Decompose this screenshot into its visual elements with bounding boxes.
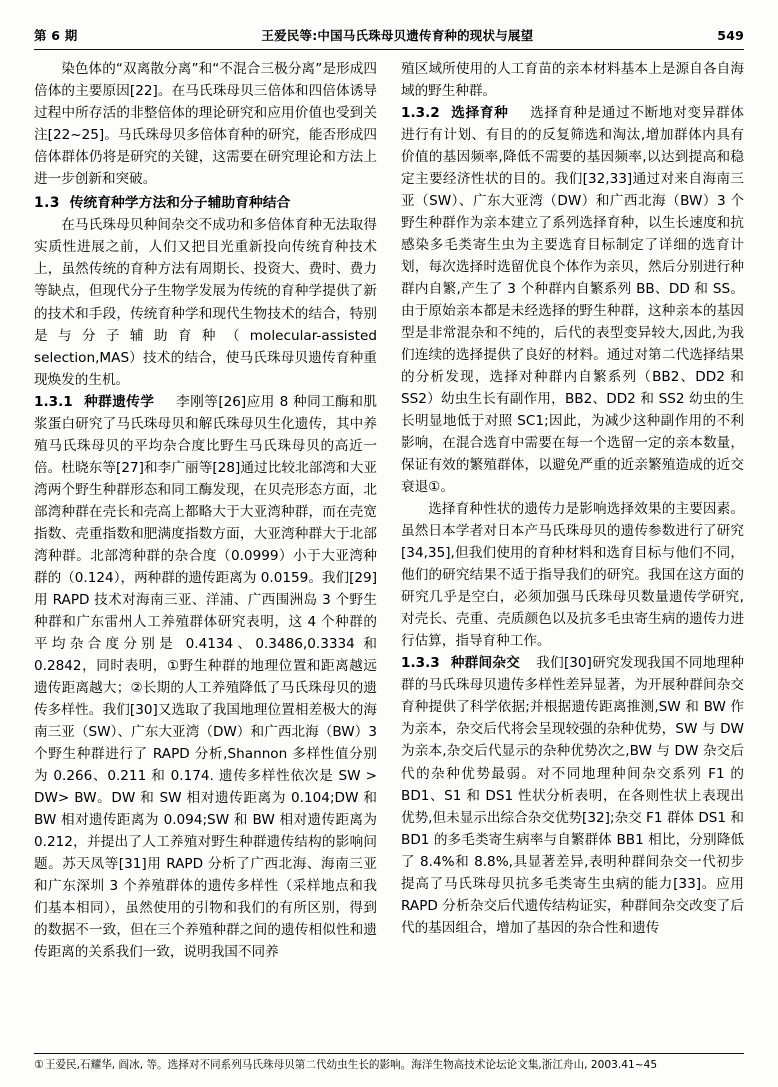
section-number: 1.3.2 <box>401 105 440 122</box>
right-column <box>401 58 744 1023</box>
paragraph: 我们[30]研究发现我国不同地理种群的马氏珠母贝遗传多样性差异显著，为开展种群间杂交育种提供了科学依据;并根据遗传距离推测,SW 和 BW 作为亲本，杂交后代将会呈现较强的杂种优势，SW 与 DW 为亲本,杂交后代显示的杂种优势次之,BW 与 DW 杂交后代的杂种优势最弱。对不同地理种间杂交系列 F1 的 BD1、S1 和 DS1 性状分析表明，在各则性状上表现出优势,但未显示出综合杂交优势[32];杂交 F1 群体 DS1 和 BD1 的多毛类寄生病率与自繁群体 BB1 相比，分别降低了 8.4%和 8.8%,具显著差异,表明种群间杂交一代初步提高了马氏珠母贝抗多毛类寄生虫病的能力[33]。应用 RAPD 分析杂交后代遗传结构证实，种群间杂交改变了后代的基因组合，增加了基因的杂合性和遗传 <box>401 655 744 936</box>
paragraph: 选择育种是通过不断地对变异群体进行有计划、有目的的反复筛选和淘汰,增加群体内具有价值的基因频率,降低不需要的基因频率,以达到提高和稳定主要经济性状的目的。我们[32,33]通过对来自海南三亚（SW）、广东大亚湾（DW）和广西北海（BW）3 个野生种群作为亲本建立了系列选择育种，以生长速度和抗感染多毛类寄生虫为主要选育目标制定了详细的选育计划，每次选择时选留优良个体作为亲贝，然后分别进行种群内自繁,产生了 3 个种群内自繁系列 BB、DD 和 SS。由于原始亲本都是未经选择的野生种群，这种亲本的基因型是非常混杂和不纯的，后代的表型变异较大,因此,为我们连续的选择提供了良好的材料。通过对第二代选择结果的分析发现，选择对种群内自繁系列（BB2、DD2 和 SS2）幼虫生长有副作用，BB2、DD2 和 SS2 幼虫的生长明显地低于对照 SC1;因此，为减少这种副作用的不利影响，在混合选育中需要在每一个选留一定的亲本数量，保证有效的繁殖群体，以避免严重的近亲繁殖造成的近交衰退①。 <box>401 105 745 496</box>
body-columns <box>34 58 744 1023</box>
paragraph: 在马氏珠母贝种间杂交不成功和多倍体育种无法取得实质性进展之前，人们又把目光重新投向传统育种技术上，虽然传统的育种方法有周期长、投资大、费时、费力等缺点，但现代分子生物学发展为传统的育种学提供了新的技术和手段，传统育种学和现代生物技术的结合，特别是与分子辅助育种（molecular-assisted selection,MAS）技术的结合，使马氏珠母贝遗传育种重现焕发的生机。 <box>34 217 377 388</box>
section-number: 1.3 <box>34 195 60 212</box>
section-heading-1-3 <box>34 192 377 214</box>
footnote-text: 王爱民,石耀华, 阎冰, 等。选择对不同系列马氏珠母贝第二代幼虫生长的影响。海洋生物高技术论坛论文集,浙江舟山, 2003.41~45 <box>44 1058 658 1071</box>
section-title: 种群遗传学 <box>83 393 155 410</box>
section-title: 选择育种 <box>450 105 509 122</box>
section-heading-1-3-2 <box>401 102 744 498</box>
header-rule <box>34 49 744 50</box>
page-header <box>34 26 744 47</box>
paragraph: 李刚等[26]应用 8 种同工酶和肌浆蛋白研究了马氏珠母贝和解氏珠母贝生化遗传，其中养殖马氏珠母贝的平均杂合度比野生马氏珠母贝的高近一倍。杜晓东等[27]和李广丽等[28]通过比较北部湾和大亚湾两个野生种群形态和同工酶发现，在贝壳形态方面，北部湾种群在壳长和壳高上都略大于大亚湾种群，而在壳宽指数、壳重指数和肥满度指数方面，大亚湾种群大于北部湾种群。北部湾种群的杂合度（0.0999）小于大亚湾种群的（0.124），两种群的遗传距离为 0.0159。我们[29]用 RAPD 技术对海南三亚、洋浦、广西围洲岛 3 个野生种群和广东雷州人工养殖群体研究表明，这 4 个种群的平均杂合度分别是 0.4134、0.3486,0.3334 和 0.2842，同时表明，①野生种群的地理位置和距离越远遗传距离越大；②长期的人工养殖降低了马氏珠母贝的遗传多样性。我们[30]又选取了我国地理位置相差极大的海南三亚（SW）、广东大亚湾（DW）和广西北海（BW）3 个野生种群进行了 RAPD 分析,Shannon 多样性值分别为 0.266、0.211 和 0.174. 遗传多样性依次是 SW > DW> BW。DW 和 SW 相对遗传距离为 0.104;DW 和 BW 相对遗传距离为 0.094;SW 和 BW 相对遗传距离为 0.212，并提出了人工养殖对野生种群遗传结构的影响问题。苏天凤等[31]用 RAPD 分析了广西北海、海南三亚和广东深圳 3 个养殖群体的遗传多样性（采样地点和我们基本相同），虽然使用的引物和我们的有所区别，得到的数据不一致，但在三个养殖种群之间的遗传相似性和遗传距离的关系我们一致，说明我国不同养 <box>34 393 377 960</box>
paragraph: 染色体的“双离散分离”和“不混合三极分离”是形成四倍体的主要原因[22]。在马氏珠母贝三倍体和四倍体诱导过程中所存活的非整倍体的理论研究和应用价值也受到关注[22~25]。马氏珠母贝多倍体育种的研究，能否形成四倍体群体仍将是研究的关键，这需要在研究理论和方法上进一步创新和突破。 <box>34 61 377 188</box>
issue-label: 第 6 期 <box>34 28 78 43</box>
running-title: 王爱民等:中国马氏珠母贝遗传育种的现状与展望 <box>261 28 534 43</box>
section-heading-1-3-1 <box>34 391 377 963</box>
section-heading-1-3-3 <box>401 652 744 938</box>
section-number: 1.3.1 <box>34 393 73 410</box>
left-column <box>34 58 377 1023</box>
footnote <box>34 1057 744 1073</box>
page-number: 549 <box>717 28 744 43</box>
footnote-marker: ① <box>34 1057 44 1071</box>
section-title: 传统育种学方法和分子辅助育种结合 <box>69 195 291 212</box>
footnote-rule <box>34 1053 744 1054</box>
paragraph: 殖区域所使用的人工育苗的亲本材料基本上是源自各自海域的野生种群。 <box>401 61 744 100</box>
section-title: 种群间杂交 <box>450 655 520 672</box>
paragraph: 选择育种性状的遗传力是影响选择效果的主要因素。虽然日本学者对日本产马氏珠母贝的遗传参数进行了研究[34,35],但我们使用的育种材料和选育目标与他们不同，他们的研究结果不适于指导我们的研究。我国在这方面的研究几乎是空白，必须加强马氏珠母贝数量遗传学研究,对壳长、壳重、壳质颜色以及抗多毛虫寄生病的遗传力进行估算，指导育种工作。 <box>401 501 744 650</box>
footnote-area <box>34 1053 744 1073</box>
section-number: 1.3.3 <box>401 655 440 672</box>
